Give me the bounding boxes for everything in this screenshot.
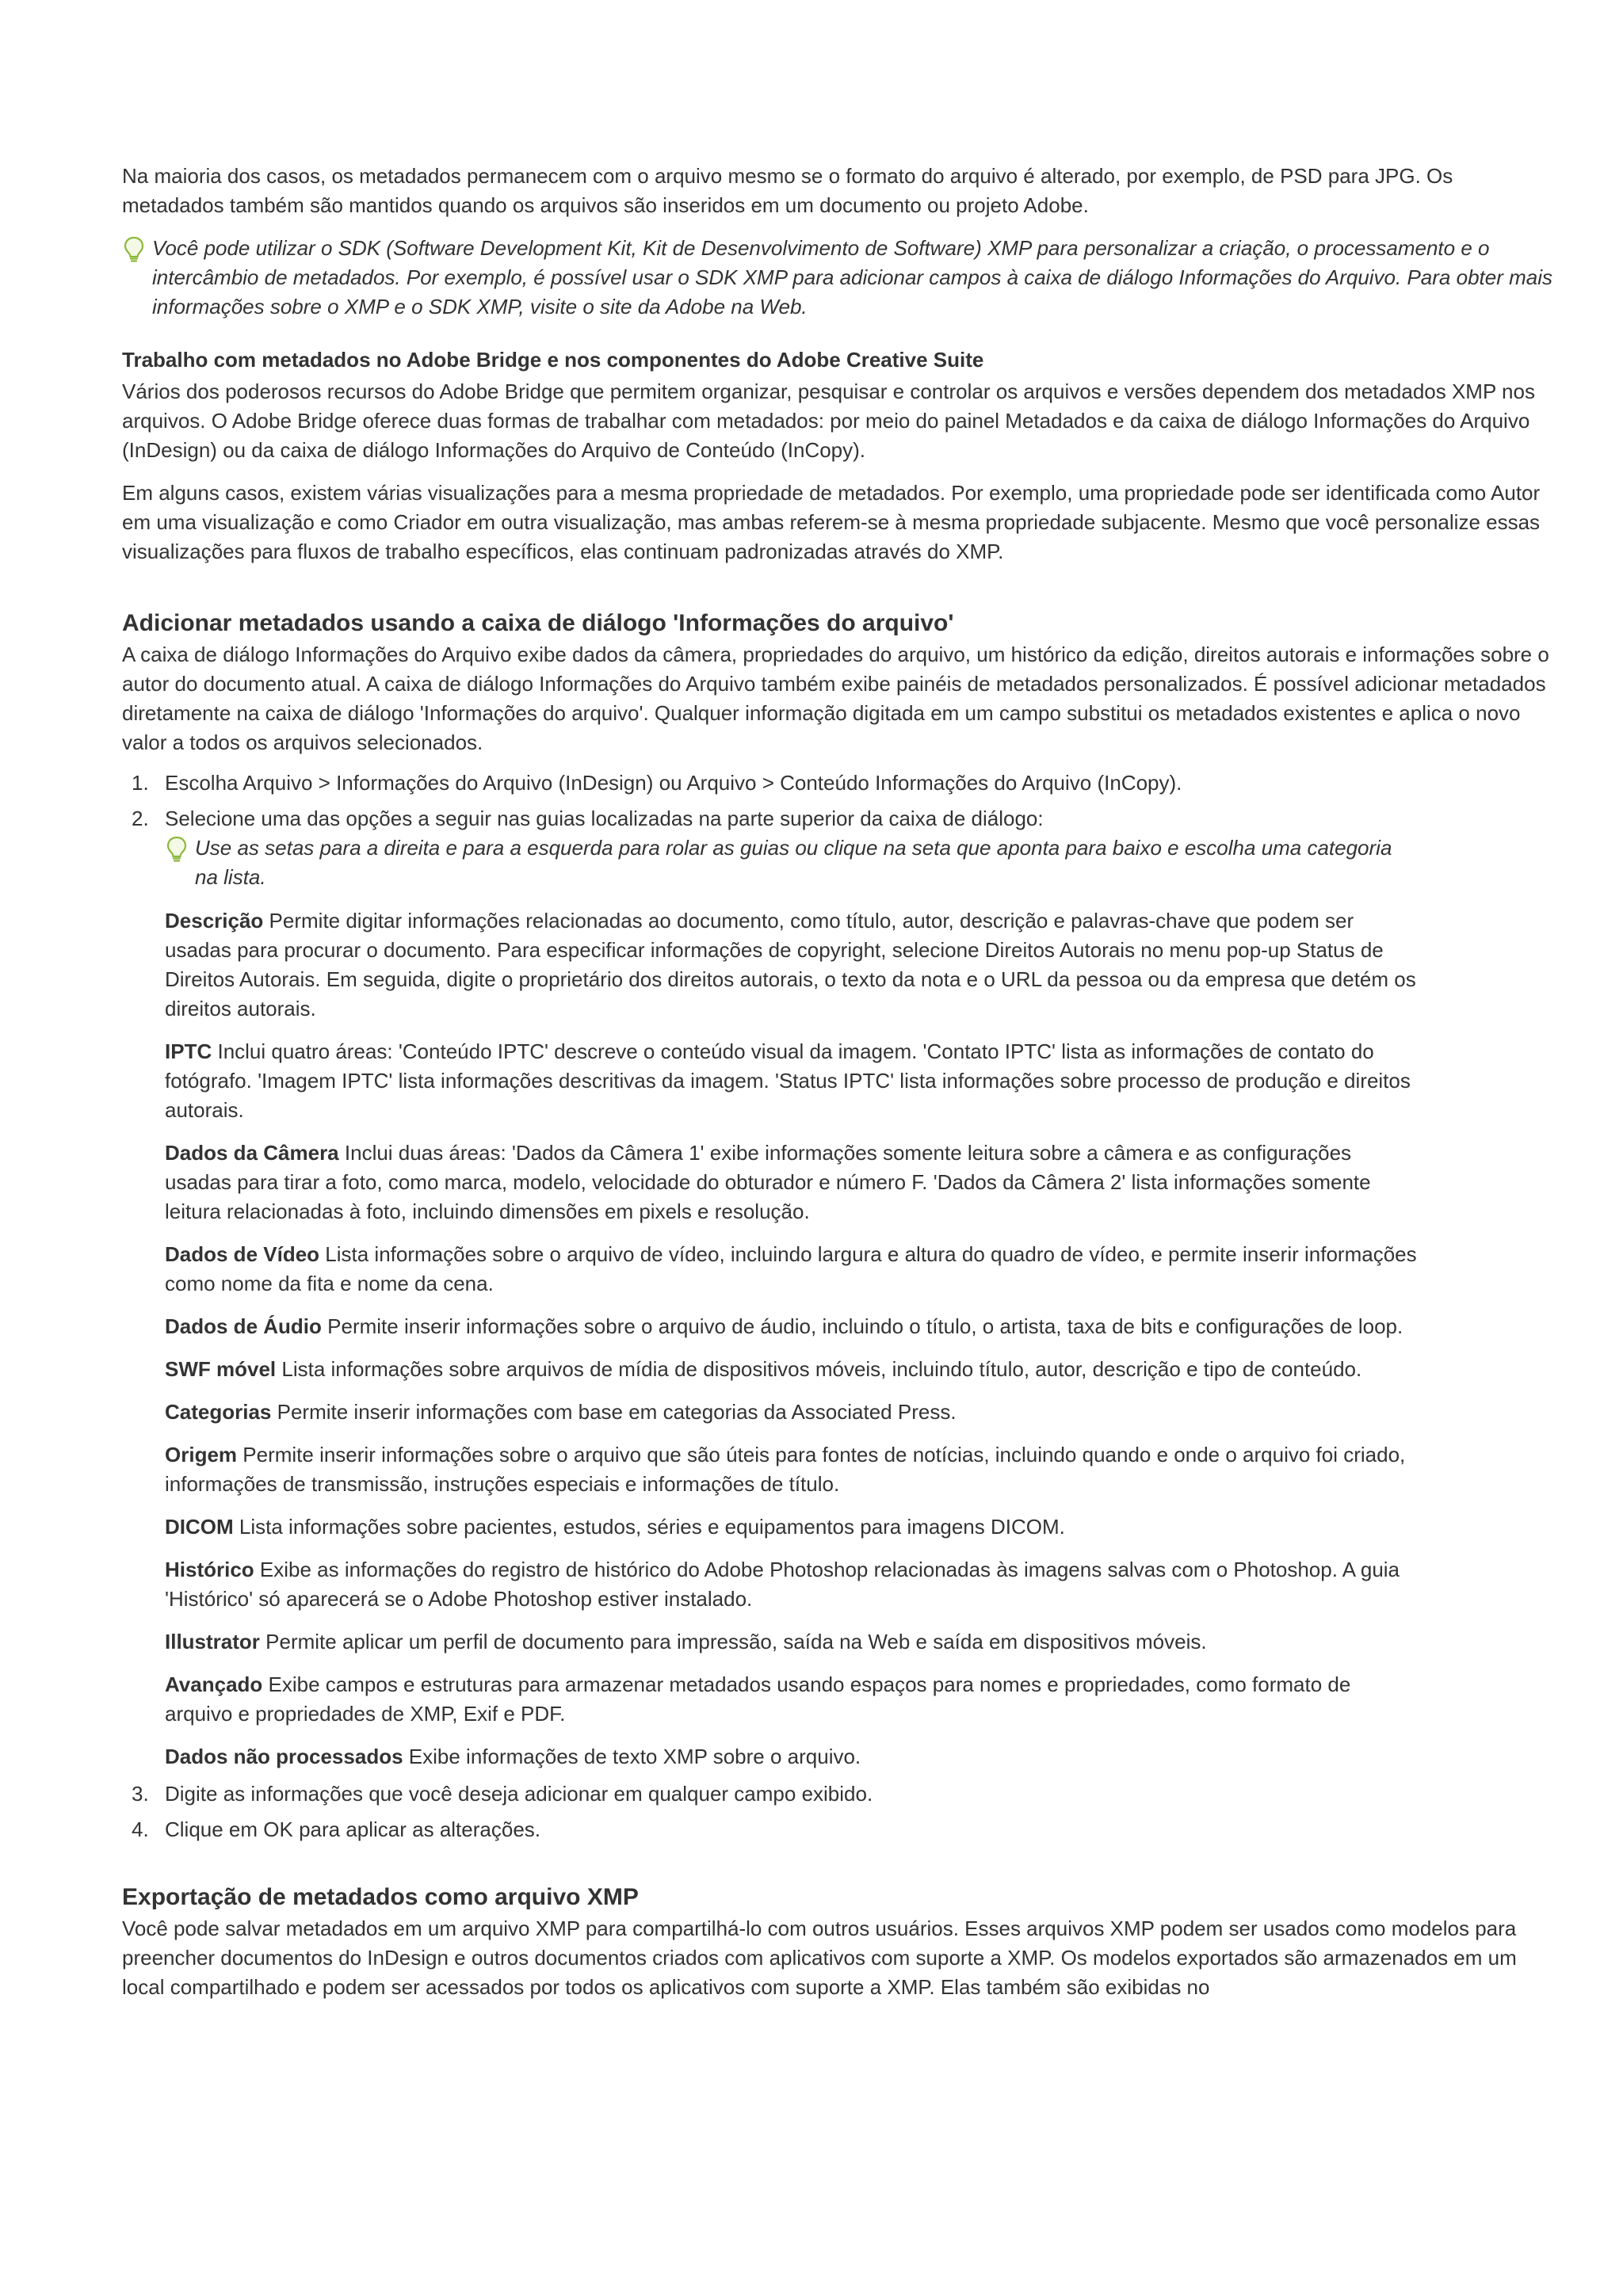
term-dicom: DICOM Lista informações sobre pacientes, estudos, séries e equipamentos para imagens DICOM.: [165, 1515, 1065, 1539]
add-metadata-heading: Adicionar metadados usando a caixa de diálogo 'Informações do arquivo': [122, 610, 954, 636]
term-historico: Histórico Exibe as informações do registro de histórico do Adobe Photoshop relacionadas às imagens salvas com o Photoshop. A guia 'Histórico' só aparecerá se o Adobe Photoshop estiver instalado.: [165, 1558, 1400, 1611]
add-metadata-paragraph: A caixa de diálogo Informações do Arquivo exibe dados da câmera, propriedades do arquivo, um histórico da edição, direitos autorais e informações sobre o autor do documento atual. A caixa de diálogo Informações do Arquivo também exibe painéis de metadados personalizados. É possível adicionar metadados diretamente na caixa de diálogo 'Informações do arquivo'. Qualquer informação digitada em um campo substitui os metadados existentes e aplica o novo valor a todos os arquivos selecionados.: [122, 643, 1549, 754]
term-categorias: Categorias Permite inserir informações com base em categorias da Associated Press.: [165, 1400, 957, 1424]
list-item: 2. Selecione uma das opções a seguir nas guias localizadas na parte superior da caixa de diálogo: Use as setas para a direita e para a esquerda para rolar as guias ou clique na seta que aponta para baixo e escolha uma categoria na lista. Descrição Permite digitar informações relacionadas ao documento, como título, autor, descrição e palavras-chave que podem ser usadas para procurar o documento. Para especificar informações de copyright, selecione Direitos Autorais no menu pop-up Status de Direitos Autorais. Em seguida, digite o proprietário dos direitos autorais, o texto da nota e o URL da pessoa ou da empresa que detém os direitos autorais. IPTC Inclui quatro áreas: 'Conteúdo IPTC' descreve o conteúdo visual da imagem. 'Contato IPTC' lista as informações de contato do fotógrafo. 'Imagem IPTC' lista informações descritivas da imagem. 'Status IPTC' lista informações sobre processo de produção e direitos autorais. Dados da Câmera Inclui duas áreas: 'Dados da Câmera 1' exibe informações somente leitura sobre a câmera e as configurações usadas para tirar a foto, como marca, modelo, velocidade do obturador e número F. 'Dados da Câmera 2' lista informações somente leitura relacionadas à foto, incluindo dimensões em pixels e resolução. Dados de Vídeo Lista informações sobre o arquivo de vídeo, incluindo largura e altura do quadro de vídeo, e permite inserir informações como nome da fita e nome da cena. Dados de Áudio Permite inserir informações sobre o arquivo de áudio, incluindo o título, o artista, taxa de bits e configurações de loop. SWF móvel Lista informações sobre arquivos de mídia de dispositivos móveis, incluindo título, autor, descrição e tipo de conteúdo. Categorias Permite inserir informações com base em categorias da Associated Press. Origem Permite inserir informações sobre o arquivo que são úteis para fontes de notícias, incluindo quando e onde o arquivo foi criado, informações de transmissão, instruções especiais e informações de título. DICOM Lista informações sobre pacientes, estudos, séries e equipamentos para imagens DICOM. Histórico Exibe as informações do registro de histórico do Adobe Photoshop relacionadas às imagens salvas com o Photoshop. A guia 'Histórico' só aparecerá se o Adobe Photoshop estiver instalado. Illustrator Permite aplicar um perfil de documento para impressão, saída na Web e saída em dispositivos móveis. Avançado Exibe campos e estruturas para armazenar metadados usando espaços para nomes e propriedades, como formato de arquivo e propriedades de XMP, Exif e PDF. Dados não processados Exibe informações de texto XMP sobre o arquivo.: [122, 804, 1556, 1772]
list-item: 3. Digite as informações que você deseja adicionar em qualquer campo exibido.: [132, 1782, 873, 1806]
term-origem: Origem Permite inserir informações sobre o arquivo que são úteis para fontes de notícias, incluindo quando e onde o arquivo foi criado, informações de transmissão, instruções especiais e informações de título.: [165, 1443, 1406, 1496]
lightbulb-icon: [122, 234, 152, 263]
term-iptc: IPTC Inclui quatro áreas: 'Conteúdo IPTC' descreve o conteúdo visual da imagem. 'Contato IPTC' lista as informações de contato do fotógrafo. 'Imagem IPTC' lista informações descritivas da imagem. 'Status IPTC' lista informações sobre processo de produção e direitos autorais.: [165, 1039, 1411, 1122]
term-descricao: Descrição Permite digitar informações relacionadas ao documento, como título, autor, descrição e palavras-chave que podem ser usadas para procurar o documento. Para especificar informações de copyright, selecione Direitos Autorais no menu pop-up Status de Direitos Autorais. Em seguida, digite o proprietário dos direitos autorais, o texto da nota e o URL da pessoa ou da empresa que detém os direitos autorais.: [165, 909, 1416, 1020]
term-dados-camera: Dados da Câmera Inclui duas áreas: 'Dados da Câmera 1' exibe informações somente leitura sobre a câmera e as configurações usadas para tirar a foto, como marca, modelo, velocidade do obturador e número F. 'Dados da Câmera 2' lista informações somente leitura relacionadas à foto, incluindo dimensões em pixels e resolução.: [165, 1141, 1371, 1223]
bridge-heading: Trabalho com metadados no Adobe Bridge e nos componentes do Adobe Creative Suite: [122, 348, 984, 372]
steps-list: [122, 769, 1556, 1844]
tip-note: [165, 833, 1401, 892]
bridge-paragraph-1: Vários dos poderosos recursos do Adobe Bridge que permitem organizar, pesquisar e controlar os arquivos e versões dependem dos metadados XMP nos arquivos. O Adobe Bridge oferece duas formas de trabalhar com metadados: por meio do painel Metadados e da caixa de diálogo Informações do Arquivo (InDesign) ou da caixa de diálogo Informações do Arquivo de Conteúdo (InCopy).: [122, 379, 1535, 462]
document-page: [122, 162, 1556, 2016]
bridge-paragraph-2: Em alguns casos, existem várias visualizações para a mesma propriedade de metadados. Por exemplo, uma propriedade pode ser identificada como Autor em uma visualização e como Criador em outra visualização, mas ambas referem-se à mesma propriedade subjacente. Mesmo que você personalize essas visualizações para fluxos de trabalho específicos, elas continuam padronizadas através do XMP.: [122, 481, 1541, 563]
term-avancado: Avançado Exibe campos e estruturas para armazenar metadados usando espaços para nomes e propriedades, como formato de arquivo e propriedades de XMP, Exif e PDF.: [165, 1672, 1351, 1726]
term-dados-video: Dados de Vídeo Lista informações sobre o arquivo de vídeo, incluindo largura e altura do quadro de vídeo, e permite inserir informações como nome da fita e nome da cena.: [165, 1242, 1417, 1295]
term-illustrator: Illustrator Permite aplicar um perfil de documento para impressão, saída na Web e saída em dispositivos móveis.: [165, 1630, 1207, 1653]
term-dados-audio: Dados de Áudio Permite inserir informações sobre o arquivo de áudio, incluindo o título, o artista, taxa de bits e configurações de loop.: [165, 1314, 1403, 1338]
intro-paragraph: Na maioria dos casos, os metadados permanecem com o arquivo mesmo se o formato do arquivo é alterado, por exemplo, de PSD para JPG. Os metadados também são mantidos quando os arquivos são inseridos em um documento ou projeto Adobe.: [122, 164, 1453, 217]
term-swf-movel: SWF móvel Lista informações sobre arquivos de mídia de dispositivos móveis, incluindo título, autor, descrição e tipo de conteúdo.: [165, 1357, 1362, 1381]
export-heading: Exportação de metadados como arquivo XMP: [122, 1884, 639, 1910]
tip-text: Você pode utilizar o SDK (Software Development Kit, Kit de Desenvolvimento de Software) XMP para personalizar a criação, o processamento e o intercâmbio de metadados. Por exemplo, é possível usar o SDK XMP para adicionar campos à caixa de diálogo Informações do Arquivo. Para obter mais informações sobre o XMP e o SDK XMP, visite o site da Adobe na Web.: [152, 236, 1552, 318]
tip-note: [122, 234, 1556, 322]
export-paragraph: Você pode salvar metadados em um arquivo XMP para compartilhá-lo com outros usuários. Esses arquivos XMP podem ser usados como modelos para preencher documentos do InDesign e outros documentos criados com aplicativos com suporte a XMP. Os modelos exportados são armazenados em um local compartilhado e podem ser acessados por todos os aplicativos com suporte a XMP. Elas também são exibidas no: [122, 1917, 1517, 1999]
tip-text: Use as setas para a direita e para a esquerda para rolar as guias ou clique na seta que aponta para baixo e escolha uma categoria na lista.: [195, 836, 1392, 889]
list-item: 4. Clique em OK para aplicar as alterações.: [132, 1817, 541, 1841]
list-item: 1. Escolha Arquivo > Informações do Arquivo (InDesign) ou Arquivo > Conteúdo Informações do Arquivo (InCopy).: [132, 771, 1182, 795]
lightbulb-icon: [165, 833, 195, 863]
term-dados-nao-processados: Dados não processados Exibe informações de texto XMP sobre o arquivo.: [165, 1745, 861, 1768]
